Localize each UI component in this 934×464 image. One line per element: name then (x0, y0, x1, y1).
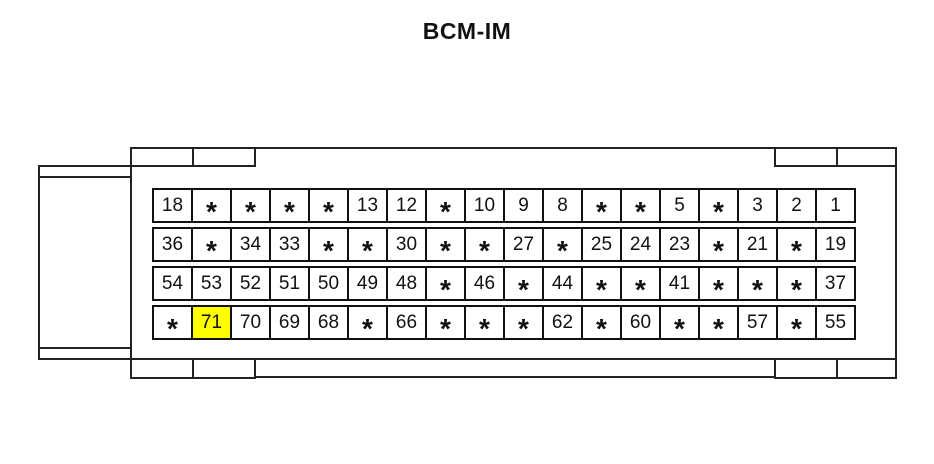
unused-pin-symbol: * (557, 234, 568, 266)
pin-cell-1 (815, 188, 856, 223)
pin-cell-5 (659, 188, 700, 223)
housing-tab-top-right-2 (836, 147, 897, 167)
housing-tab-bottom-right-2 (836, 358, 897, 379)
pin-cell-unused (581, 266, 622, 305)
unused-pin-symbol: * (440, 195, 451, 227)
pin-number: 23 (668, 234, 691, 255)
housing-tab-bottom-left-2 (192, 358, 256, 379)
pin-cell-unused (776, 266, 817, 305)
pin-number: 46 (473, 273, 496, 294)
pin-number: 21 (746, 234, 769, 255)
pin-number: 33 (278, 234, 301, 255)
pin-cell-33 (269, 227, 310, 262)
unused-pin-symbol: * (323, 195, 334, 227)
pin-number: 57 (746, 312, 769, 333)
pin-cell-unused (464, 227, 505, 266)
pin-number: 1 (830, 195, 841, 216)
pin-cell-18 (152, 188, 193, 223)
unused-pin-symbol: * (206, 234, 217, 266)
pin-cell-unused (698, 266, 739, 305)
unused-pin-symbol: * (362, 234, 373, 266)
unused-pin-symbol: * (440, 234, 451, 266)
pin-cell-unused (737, 266, 778, 305)
pin-number: 27 (512, 234, 535, 255)
pin-cell-unused (347, 227, 388, 266)
pin-number: 70 (239, 312, 262, 333)
pin-cell-unused (464, 305, 505, 344)
unused-pin-symbol: * (791, 234, 802, 266)
pin-cell-unused (503, 266, 544, 305)
pin-cell-23 (659, 227, 700, 262)
connector-left-latch (38, 165, 132, 360)
unused-pin-symbol: * (440, 312, 451, 344)
pin-number: 54 (161, 273, 184, 294)
pin-cell-13 (347, 188, 388, 223)
pin-cell-30 (386, 227, 427, 262)
pin-number: 3 (752, 195, 763, 216)
pin-number: 44 (551, 273, 574, 294)
unused-pin-symbol: * (713, 234, 724, 266)
unused-pin-symbol: * (440, 273, 451, 305)
pin-number: 18 (161, 195, 184, 216)
unused-pin-symbol: * (752, 273, 763, 305)
pin-cell-25 (581, 227, 622, 262)
unused-pin-symbol: * (245, 195, 256, 227)
pin-cell-48 (386, 266, 427, 301)
pin-number: 9 (518, 195, 529, 216)
housing-tab-bottom-left-1 (130, 358, 194, 379)
pin-cell-unused (191, 188, 232, 227)
unused-pin-symbol: * (518, 312, 529, 344)
unused-pin-symbol: * (791, 273, 802, 305)
unused-pin-symbol: * (479, 234, 490, 266)
pin-cell-70 (230, 305, 271, 340)
latch-inner-line-bottom (40, 347, 130, 349)
pin-cell-46 (464, 266, 505, 301)
pin-cell-unused (425, 188, 466, 227)
unused-pin-symbol: * (713, 312, 724, 344)
housing-tab-top-left-1 (130, 147, 194, 167)
pin-number: 50 (317, 273, 340, 294)
pin-number: 12 (395, 195, 418, 216)
pin-cell-53 (191, 266, 232, 301)
pin-number: 24 (629, 234, 652, 255)
unused-pin-symbol: * (713, 273, 724, 305)
pin-cell-unused (581, 305, 622, 344)
pin-cell-unused (425, 227, 466, 266)
pin-cell-52 (230, 266, 271, 301)
pin-cell-34 (230, 227, 271, 262)
pin-cell-unused (620, 266, 661, 305)
housing-tab-top-left-2 (192, 147, 256, 167)
pin-cell-unused (698, 227, 739, 266)
pin-number: 36 (161, 234, 184, 255)
unused-pin-symbol: * (674, 312, 685, 344)
pin-number: 62 (551, 312, 574, 333)
pin-cell-10 (464, 188, 505, 223)
pin-number: 8 (557, 195, 568, 216)
pin-cell-unused (347, 305, 388, 344)
pin-number: 53 (200, 273, 223, 294)
unused-pin-symbol: * (791, 312, 802, 344)
pin-number: 41 (668, 273, 691, 294)
pin-row-4 (152, 305, 854, 344)
pin-grid (152, 188, 854, 344)
pin-cell-unused (698, 188, 739, 227)
pin-cell-unused (308, 188, 349, 227)
pin-cell-55 (815, 305, 856, 340)
pin-number: 25 (590, 234, 613, 255)
unused-pin-symbol: * (635, 273, 646, 305)
unused-pin-symbol: * (167, 312, 178, 344)
pin-cell-unused (581, 188, 622, 227)
pin-cell-unused (503, 305, 544, 344)
pin-number: 34 (239, 234, 262, 255)
pin-cell-unused (620, 188, 661, 227)
pin-cell-36 (152, 227, 193, 262)
pin-number: 52 (239, 273, 262, 294)
pin-cell-unused (659, 305, 700, 344)
pin-number: 19 (824, 234, 847, 255)
pin-cell-unused (776, 305, 817, 344)
unused-pin-symbol: * (596, 273, 607, 305)
pin-cell-unused (308, 227, 349, 266)
pin-cell-60 (620, 305, 661, 340)
pin-cell-unused (152, 305, 193, 344)
pin-number: 10 (473, 195, 496, 216)
unused-pin-symbol: * (284, 195, 295, 227)
unused-pin-symbol: * (596, 312, 607, 344)
pin-number: 68 (317, 312, 340, 333)
unused-pin-symbol: * (635, 195, 646, 227)
pin-cell-19 (815, 227, 856, 262)
unused-pin-symbol: * (323, 234, 334, 266)
pin-cell-8 (542, 188, 583, 223)
pin-cell-24 (620, 227, 661, 262)
pin-number: 30 (395, 234, 418, 255)
pin-cell-unused (542, 227, 583, 266)
unused-pin-symbol: * (362, 312, 373, 344)
pin-row-3 (152, 266, 854, 305)
pin-number: 2 (791, 195, 802, 216)
housing-tab-top-right-1 (774, 147, 838, 167)
pin-cell-37 (815, 266, 856, 301)
pin-cell-2 (776, 188, 817, 223)
pin-cell-unused (269, 188, 310, 227)
pin-number: 37 (824, 273, 847, 294)
pin-cell-3 (737, 188, 778, 223)
unused-pin-symbol: * (518, 273, 529, 305)
pin-row-2 (152, 227, 854, 266)
pin-cell-unused (425, 305, 466, 344)
pin-cell-57 (737, 305, 778, 340)
pin-row-1 (152, 188, 854, 227)
pin-cell-49 (347, 266, 388, 301)
pin-number: 48 (395, 273, 418, 294)
pin-cell-unused (230, 188, 271, 227)
pin-cell-21 (737, 227, 778, 262)
pin-cell-69 (269, 305, 310, 340)
unused-pin-symbol: * (479, 312, 490, 344)
pin-cell-41 (659, 266, 700, 301)
pin-cell-62 (542, 305, 583, 340)
housing-tab-bottom-right-1 (774, 358, 838, 379)
unused-pin-symbol: * (596, 195, 607, 227)
pin-cell-12 (386, 188, 427, 223)
pin-cell-unused (776, 227, 817, 266)
pin-number: 55 (824, 312, 847, 333)
pin-number: 13 (356, 195, 379, 216)
pin-cell-50 (308, 266, 349, 301)
pin-number: 66 (395, 312, 418, 333)
pin-number: 60 (629, 312, 652, 333)
unused-pin-symbol: * (713, 195, 724, 227)
pin-cell-68 (308, 305, 349, 340)
pin-number: 71 (200, 312, 223, 333)
pin-cell-27 (503, 227, 544, 262)
pin-cell-unused (191, 227, 232, 266)
pin-cell-51 (269, 266, 310, 301)
pin-cell-44 (542, 266, 583, 301)
pin-cell-unused (425, 266, 466, 305)
unused-pin-symbol: * (206, 195, 217, 227)
pin-cell-54 (152, 266, 193, 301)
latch-inner-line-top (40, 176, 130, 178)
pin-number: 69 (278, 312, 301, 333)
pin-cell-9 (503, 188, 544, 223)
pin-number: 5 (674, 195, 685, 216)
pin-cell-71-highlighted (191, 305, 232, 340)
pin-number: 51 (278, 273, 301, 294)
pin-number: 49 (356, 273, 379, 294)
pin-cell-66 (386, 305, 427, 340)
diagram-title: BCM-IM (422, 18, 512, 44)
pin-cell-unused (698, 305, 739, 344)
